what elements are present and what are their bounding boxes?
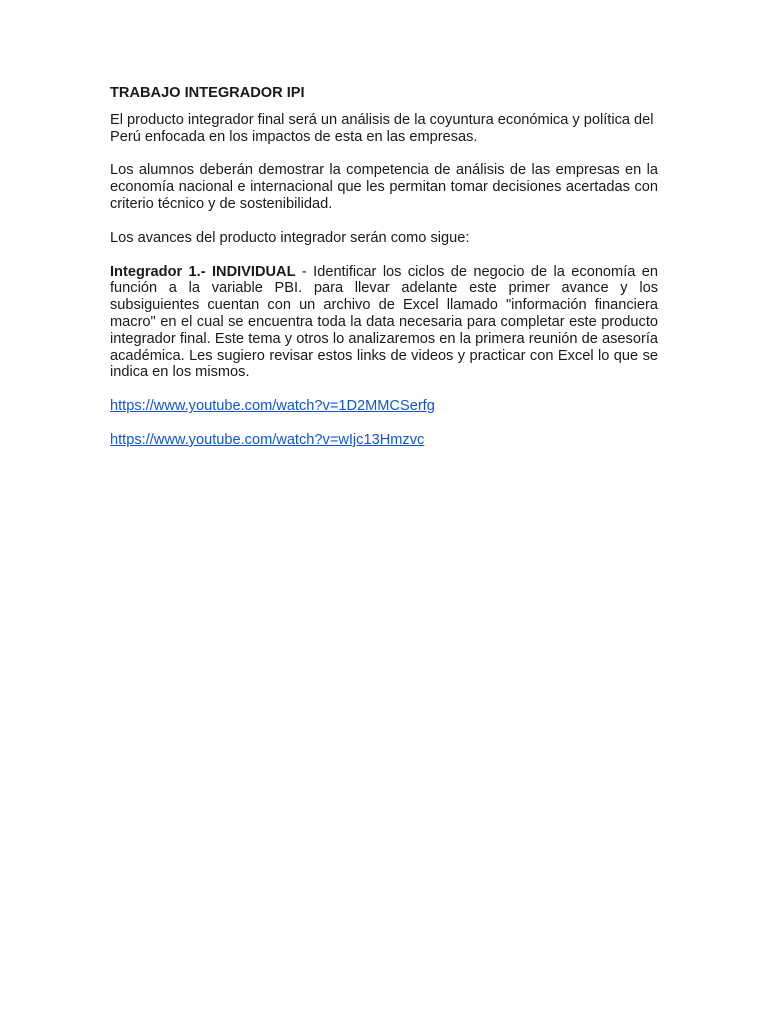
integrador-1-text: - Identificar los ciclos de negocio de la economía en función a la variable PBI. para llevar adelante este primer avance y los subsiguientes cuentan con un archivo de Excel llamado "información financiera macro" en el cual se encuentra toda la data necesaria para completar este producto integrador final. Este tema y otros lo analizaremos en la primera reunión de asesoría académica. Les sugiero revisar estos links de videos y practicar con Excel lo que se indica en los mismos. [110,263,659,381]
link-row-2 [110,432,658,449]
youtube-link-1[interactable]: https://www.youtube.com/watch?v=1D2MMCSerfg [110,398,435,415]
youtube-link-2[interactable]: https://www.youtube.com/watch?v=wIjc13Hmzvc [110,431,425,448]
document-title: TRABAJO INTEGRADOR IPI [110,85,305,101]
link-row-1 [110,398,658,415]
integrador-1-label: Integrador 1.- INDIVIDUAL [110,263,296,280]
paragraph-intro: El producto integrador final será un análisis de la coyuntura económica y política del Perú enfocada en los impactos de esta en las empresas. [110,111,654,145]
paragraph-avances: Los avances del producto integrador serán como sigue: [110,229,470,246]
document-body [110,85,658,466]
paragraph-integrador-1 [110,264,658,382]
paragraph-competencia: Los alumnos deberán demostrar la competencia de análisis de las empresas en la economía nacional e internacional que les permitan tomar decisiones acertadas con criterio técnico y de sostenibilidad. [110,162,658,212]
